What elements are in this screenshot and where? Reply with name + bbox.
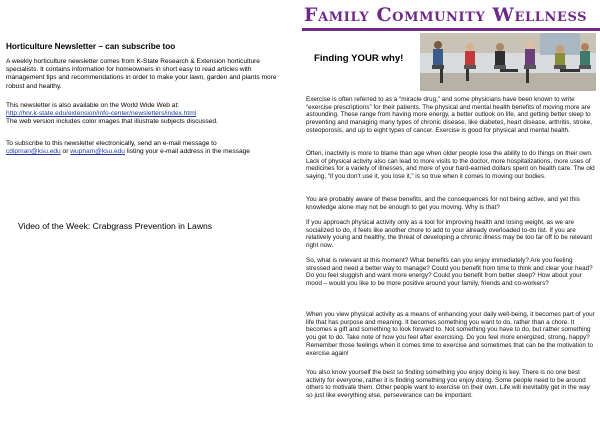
banner-underline (302, 28, 600, 31)
exercise-class-illustration (420, 33, 596, 91)
email-link-2[interactable]: wupham@ksu.edu (70, 148, 125, 156)
paragraph-5: So, what is relevant at this moment? What benefits can you enjoy immediately? Are you feeling stressed and need a better way to manage? Could you benefit from time to think and clear your head? Do you feel sluggish and want more energy? Could you benefit from better sleep? How about your mood – would you like to be more positive around your family, friends and co-workers? (306, 257, 593, 288)
newsletter-link[interactable]: http://hnr.k-state.edu/extension/info-center/newsletters/index.html (6, 110, 197, 118)
banner-title: Family Community Wellness (304, 4, 588, 26)
paragraph-2: Often, inactivity is more to blame than age when older people lose the ability to do things on their own. Lack of physical activity also can lead to more visits to the doctor, more hospitalizations, more uses of medicines for a variety of illnesses, and more of your hard-earned dollars spent on health care. The old saying, “if you don’t use it, you lose it,” is so true when it comes to moving our bodies. (306, 150, 595, 181)
paragraph-1: Exercise is often referred to as a “miracle drug,” and some physicians have been known to write “exercise prescriptions” for their patients. The physical and mental health benefits of moving more are astounding. These range from having more energy, a better outlook on life, and getting better sleep to preventing and managing many types of chronic disease, like diabetes, heart disease, arthritis, stroke, osteoporosis, and up to eight types of cancer. Exercise is good for physical and mental health. (306, 96, 592, 134)
subscribe-paragraph (6, 140, 291, 156)
web-note: The web version includes color images that illustrate subjects discussed. (6, 118, 218, 126)
wellness-banner (302, 0, 600, 32)
horticulture-intro: A weekly horticulture newsletter comes from K-State Research & Extension horticulture specialists. It contains information for homeowners in short easy to read articles with management tips and recommendations in order to make your lawn, garden and plants more robust and healthy. (6, 58, 277, 90)
horticulture-heading: Horticulture Newsletter – can subscribe too (6, 42, 176, 51)
paragraph-7: You also know yourself the best so finding something you enjoy doing is key. There is no one best activity for everyone, rather it is finding something you enjoy doing. Some people need to be around others to motivate them. Other people want to exercise on their own. Life will inevitably get in the way so just like everything else, perseverance can be important. (306, 369, 590, 400)
video-of-week[interactable]: Video of the Week: Crabgrass Prevention in Lawns (18, 221, 213, 231)
subscribe-post: listing your e-mail address in the message (124, 148, 250, 156)
wellness-column (302, 0, 600, 424)
web-line: This newsletter is also available on the World Wide Web at: (6, 102, 180, 109)
paragraph-4: If you approach physical activity only as a tool for improving health and losing weight, as we are socialized to do, it feels like another chore to add to your already overloaded to-do list. If you are relatively young and healthy, the threat of developing a chronic illness may be too far off to be relevant right now. (306, 219, 593, 250)
email-link-1[interactable]: cdipman@ksu.edu (6, 148, 61, 156)
web-availability (6, 102, 291, 127)
subscribe-pre: To subscribe to this newsletter electronically, send an e-mail message to (6, 140, 217, 147)
horticulture-column (6, 0, 296, 424)
exercise-class-photo (420, 33, 596, 91)
or-text: or (60, 148, 71, 156)
paragraph-3: You are probably aware of these benefits, and the consequences for not being active, and yet this knowledge alone may not be enough to get you moving. Why is that? (306, 196, 580, 211)
finding-heading: Finding YOUR why! (314, 53, 404, 64)
paragraph-6: When you view physical activity as a means of enhancing your daily well-being, it becomes part of your life that has purpose and meaning. It becomes something you want to do, rather than a chore. It becomes a gift and something to look forward to. Not something you have to do, but rather something you get to do. Take note of how you feel after exercising. Do you feel more energized, strong, happy? Remember those feelings when it comes time to exercise and sometimes that can be the motivation to exercise again! (306, 311, 595, 357)
